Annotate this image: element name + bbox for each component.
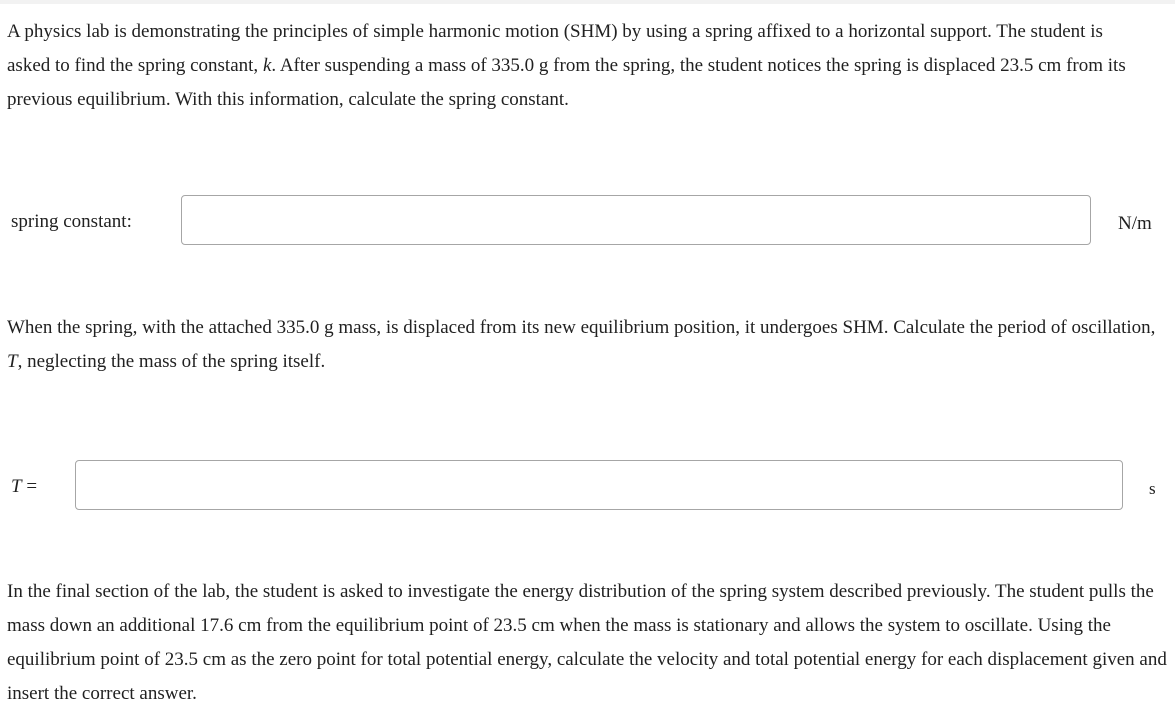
period-input[interactable] bbox=[75, 460, 1123, 510]
question-part3-text: In the final section of the lab, the student is asked to investigate the energy distribution of the spring system described previously. The student pulls the mass down an additional 17.6 cm from the equilibrium point of 23.5 cm when the mass is stationary and allows the system to oscillate. Using the equilibrium point of 23.5 cm as the zero point for total potential energy, calculate the velocity and total potential energy for each displacement given and insert the correct answer. bbox=[7, 581, 1167, 704]
part1-text-after: . After suspending a mass of 335.0 g from the spring, the student notices the spring is displaced 23.5 cm from its previous equilibrium. With this information, calculate the spring constant. bbox=[7, 55, 1126, 110]
spring-constant-label: spring constant: bbox=[11, 211, 132, 232]
spring-constant-unit: N/m bbox=[1118, 213, 1152, 234]
period-unit: s bbox=[1149, 479, 1156, 498]
spring-constant-input[interactable] bbox=[181, 195, 1091, 245]
question-part2-text bbox=[7, 311, 1167, 379]
period-label-eq: = bbox=[21, 476, 38, 497]
part2-text-before: When the spring, with the attached 335.0 g mass, is displaced from its new equilibrium position, it undergoes SHM. Calculate the period of oscillation, bbox=[7, 317, 1156, 338]
spring-constant-answer-row bbox=[0, 195, 1175, 249]
variable-T: T bbox=[7, 351, 18, 372]
question-part1-text bbox=[7, 15, 1147, 117]
period-label bbox=[11, 460, 37, 514]
variable-k: k bbox=[262, 55, 272, 76]
top-divider bbox=[0, 0, 1175, 4]
part2-text-after: , neglecting the mass of the spring itself. bbox=[17, 351, 326, 372]
part1-text-before: A physics lab is demonstrating the principles of simple harmonic motion (SHM) by using a spring affixed to a horizontal support. The student is asked to find the spring constant, bbox=[7, 21, 1103, 76]
period-answer-row bbox=[0, 460, 1175, 514]
period-label-var: T bbox=[11, 476, 22, 497]
